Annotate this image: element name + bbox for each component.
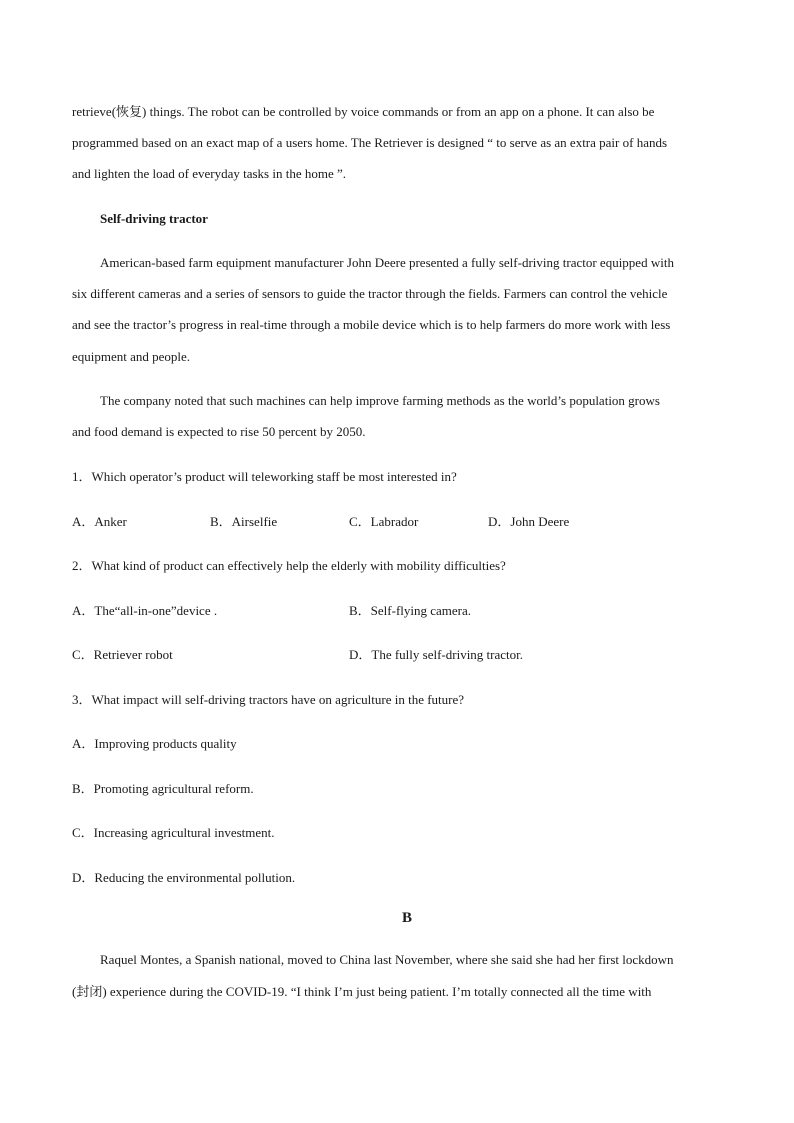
section-label: B — [401, 910, 412, 926]
answer-option: D．The fully self-driving tractor. — [349, 647, 524, 662]
answer-option: D．John Deere — [488, 514, 570, 529]
answer-option: C．Labrador — [349, 514, 419, 529]
passage-line: (封闭) experience during the COVID-19. “I think I’m just being patient. I’m totally connected all the time with — [72, 984, 652, 999]
passage-line: American-based farm equipment manufacturer John Deere presented a fully self-driving tractor equipped with — [100, 255, 674, 270]
question-stem: 2．What kind of product can effectively help the elderly with mobility difficulties? — [72, 558, 506, 573]
passage-line: equipment and people. — [72, 349, 191, 364]
question-stem: 3．What impact will self-driving tractors have on agriculture in the future? — [72, 692, 465, 707]
answer-option: C．Increasing agricultural investment. — [72, 825, 275, 840]
passage-line: The company noted that such machines can help improve farming methods as the world’s population grows — [100, 393, 660, 408]
answer-option: B．Self-flying camera. — [349, 603, 472, 618]
answer-option: A．The“all-in-one”device . — [72, 603, 218, 618]
section-heading: Self-driving tractor — [100, 211, 208, 226]
answer-option: B．Airselfie — [210, 514, 278, 529]
answer-option: C．Retriever robot — [72, 647, 173, 662]
passage-line: six different cameras and a series of sensors to guide the tractor through the fields. Farmers can control the vehicle — [72, 286, 668, 301]
passage-line: and lighten the load of everyday tasks in the home ”. — [72, 166, 347, 181]
answer-option: A．Improving products quality — [72, 736, 237, 751]
passage-line: and see the tractor’s progress in real-time through a mobile device which is to help farmers do more work with less — [72, 317, 671, 332]
passage-line: retrieve(恢复) things. The robot can be controlled by voice commands or from an app on a phone. It can also be — [72, 104, 655, 119]
passage-line: and food demand is expected to rise 50 percent by 2050. — [72, 424, 366, 439]
answer-option: B．Promoting agricultural reform. — [72, 781, 254, 796]
answer-option: D．Reducing the environmental pollution. — [72, 870, 296, 885]
passage-line: programmed based on an exact map of a users home. The Retriever is designed “ to serve as an extra pair of hands — [72, 135, 668, 150]
passage-line: Raquel Montes, a Spanish national, moved to China last November, where she said she had her first lockdown — [100, 952, 674, 967]
question-stem: 1．Which operator’s product will teleworking staff be most interested in? — [72, 469, 457, 484]
answer-option: A．Anker — [72, 514, 127, 529]
